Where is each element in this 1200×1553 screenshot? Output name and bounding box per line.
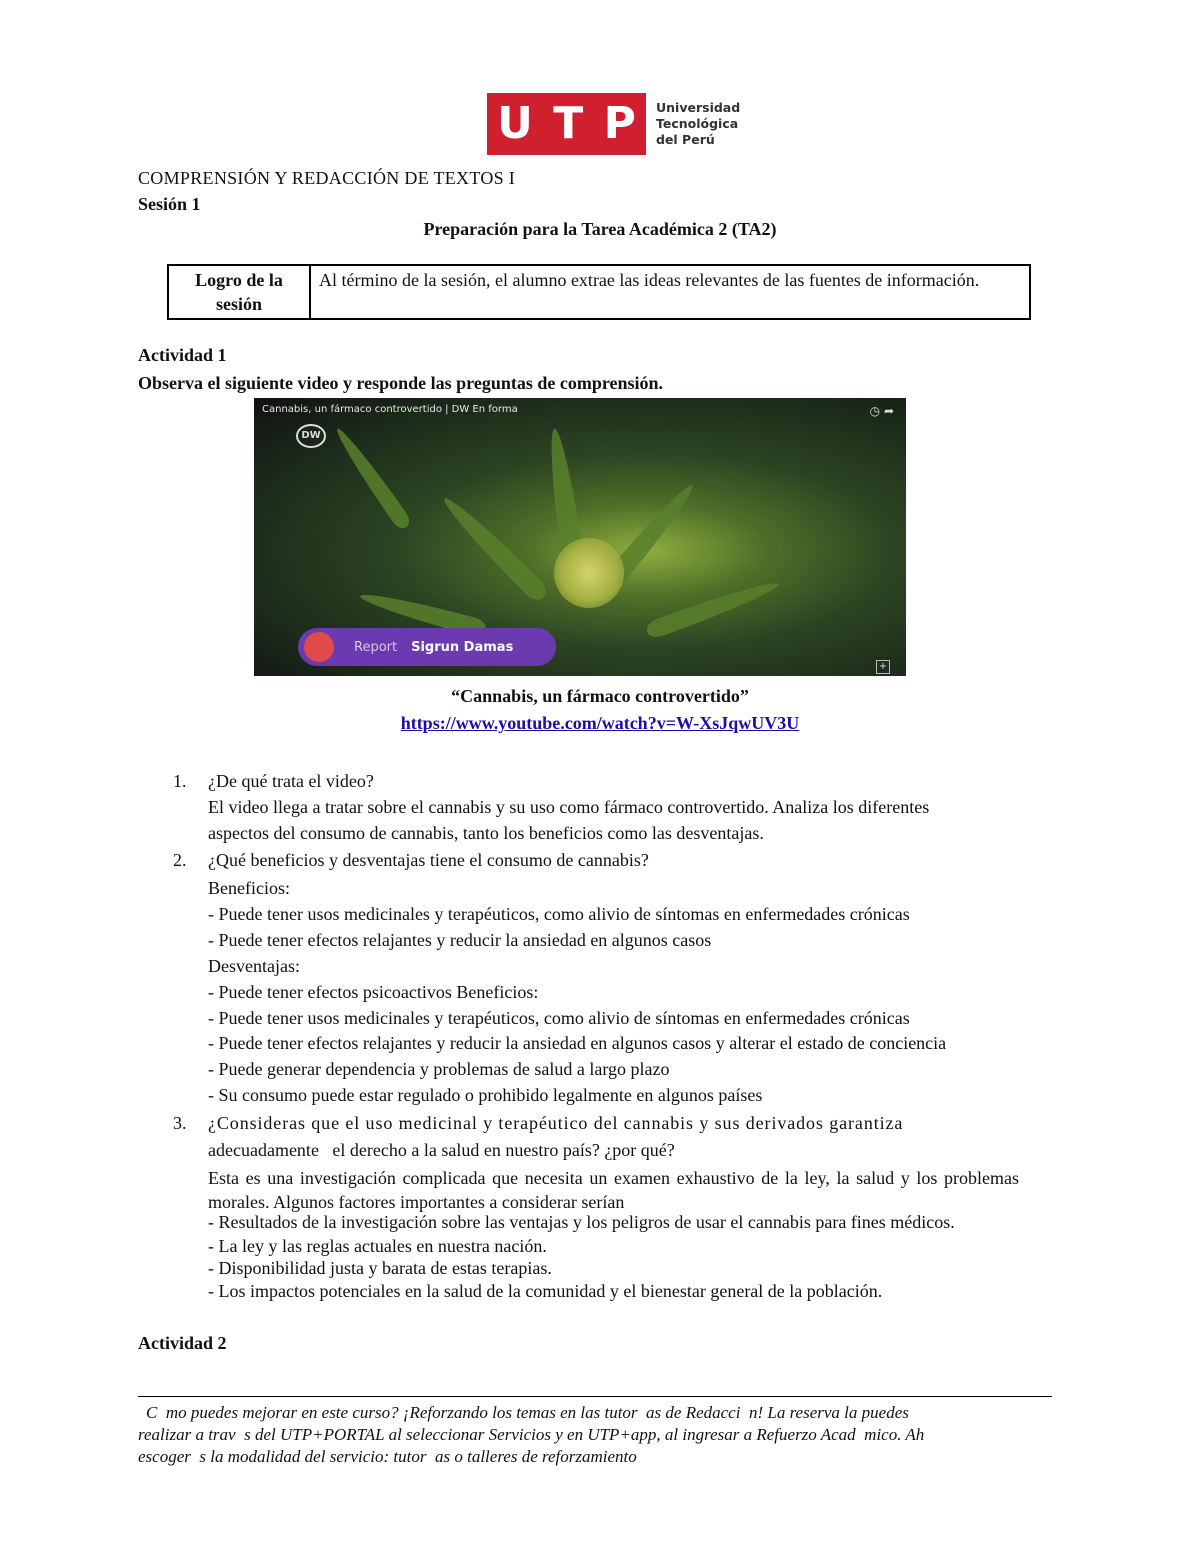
logro-table (167, 264, 1031, 320)
question-3-line: - La ley y las reglas actuales en nuestra nación. (208, 1236, 547, 1256)
question-3-line: - Disponibilidad justa y barata de estas terapias. (208, 1258, 552, 1278)
actividad-1-instruction: Observa el siguiente video y responde las preguntas de comprensión. (138, 373, 664, 393)
logro-label: Logro de la sesión (168, 265, 310, 319)
page-title: Preparación para la Tarea Académica 2 (TA2) (423, 219, 777, 239)
question-1-text: ¿De qué trata el video? (208, 771, 374, 791)
leaf-shape (331, 424, 413, 531)
video-thumbnail[interactable] (254, 398, 906, 676)
logo-name-line1: Universidad (656, 100, 741, 115)
report-icon (304, 632, 334, 662)
question-3-text-line1: ¿Consideras que el uso medicinal y terapéutico del cannabis y sus derivados garantiza (208, 1113, 904, 1133)
logro-text: Al término de la sesión, el alumno extrae las ideas relevantes de las fuentes de información. (310, 265, 1030, 319)
logo-letter-u: U (497, 98, 533, 149)
footer-line3: escoger s la modalidad del servicio: tutor as o talleres de reforzamiento (138, 1447, 637, 1466)
question-2-line: - Puede generar dependencia y problemas de salud a largo plazo (208, 1059, 670, 1079)
session-label: Sesión 1 (138, 194, 201, 214)
logo-letter-p: P (603, 98, 636, 149)
question-3-answer: Esta es una investigación complicada que necesita un examen exhaustivo de la ley, la salud y los problemas morales. Algunos factores importantes a considerar serían (208, 1168, 1019, 1212)
footer-divider (138, 1396, 1052, 1397)
logo-university-name (656, 100, 740, 148)
leaf-shape (644, 576, 782, 641)
question-2-line: - Su consumo puede estar regulado o prohibido legalmente en algunos países (208, 1085, 763, 1105)
question-2-line: Beneficios: (208, 878, 290, 898)
question-2-text: ¿Qué beneficios y desventajas tiene el consumo de cannabis? (208, 850, 649, 870)
question-1-answer-line2: aspectos del consumo de cannabis, tanto los beneficios como las desventajas. (208, 823, 764, 843)
expand-icon[interactable]: + (876, 660, 890, 674)
utp-logo (487, 93, 740, 155)
video-caption: “Cannabis, un fármaco controvertido” (451, 686, 749, 706)
logo-letter-t: T (553, 98, 584, 149)
utp-logo-mark (487, 93, 646, 155)
question-2-line: - Puede tener usos medicinales y terapéuticos, como alivio de síntomas en enfermedades crónicas (208, 904, 910, 924)
question-1-answer-line1: El video llega a tratar sobre el cannabis y su uso como fármaco controvertido. Analiza los diferentes (208, 797, 930, 817)
report-label: Report (354, 639, 398, 655)
question-2-line: - Puede tener usos medicinales y terapéuticos, como alivio de síntomas en enfermedades crónicas (208, 1008, 910, 1028)
question-1-number: 1. (173, 771, 187, 791)
video-link[interactable]: https://www.youtube.com/watch?v=W-XsJqwUV3U (400, 713, 800, 733)
share-icon[interactable]: ◷ ➦ (869, 404, 894, 418)
question-2-number: 2. (173, 850, 187, 870)
report-name: Sigrun Damas (411, 639, 514, 655)
question-3-line: - Los impactos potenciales en la salud de la comunidad y el bienestar general de la población. (208, 1281, 883, 1301)
bud-shape (554, 538, 624, 608)
video-title: Cannabis, un fármaco controvertido | DW En forma (262, 404, 518, 415)
course-title: COMPRENSIÓN Y REDACCIÓN DE TEXTOS I (138, 168, 516, 188)
footer-line1: C mo puedes mejorar en este curso? ¡Reforzando los temas en las tutor as de Redacci n! La reserva la puedes (146, 1403, 909, 1422)
logo-name-line3: del Perú (656, 132, 715, 147)
footer-note (138, 1402, 1038, 1468)
question-2-line: Desventajas: (208, 956, 300, 976)
question-3-number: 3. (173, 1113, 187, 1133)
question-3-line: - Resultados de la investigación sobre las ventajas y los peligros de usar el cannabis para fines médicos. (208, 1212, 955, 1232)
question-2-line: - Puede tener efectos relajantes y reducir la ansiedad en algunos casos (208, 930, 712, 950)
question-2-line: - Puede tener efectos relajantes y reducir la ansiedad en algunos casos y alterar el estado de conciencia (208, 1033, 947, 1053)
actividad-2-heading: Actividad 2 (138, 1333, 227, 1353)
question-2-line: - Puede tener efectos psicoactivos Beneficios: (208, 982, 539, 1002)
footer-line2: realizar a trav s del UTP+PORTAL al seleccionar Servicios y en UTP+app, al ingresar a Refuerzo Acad mico. Ah (138, 1425, 925, 1444)
report-banner (298, 628, 556, 666)
actividad-1-heading: Actividad 1 (138, 345, 227, 365)
question-3-text-line2: adecuadamente el derecho a la salud en nuestro país? ¿por qué? (208, 1140, 675, 1160)
logo-name-line2: Tecnológica (656, 116, 739, 131)
leaf-shape (437, 491, 550, 604)
dw-channel-logo: DW (296, 424, 326, 448)
